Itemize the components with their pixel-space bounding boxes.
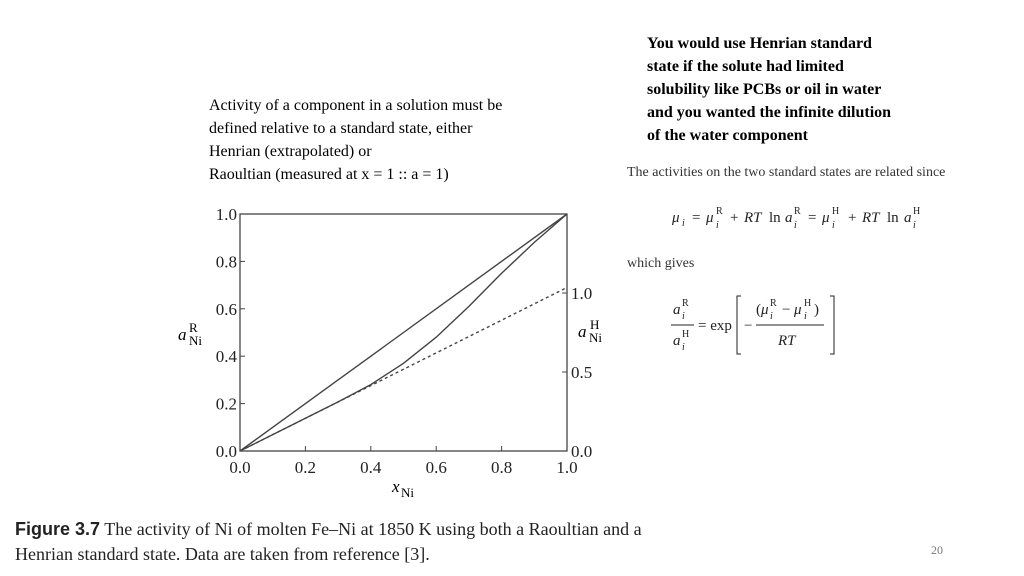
svg-text:ln: ln <box>887 210 899 226</box>
svg-text:μ: μ <box>822 210 830 226</box>
intro-line: Raoultian (measured at x = 1 :: a = 1) <box>209 166 449 183</box>
x-tick-label: 0.4 <box>360 458 382 477</box>
svg-text:H: H <box>682 329 690 340</box>
svg-text:a: a <box>673 333 681 349</box>
y-left-tick-label: 0.0 <box>215 442 237 461</box>
intro-line: Henrian (extrapolated) or <box>209 143 372 160</box>
gives-text: which gives <box>627 256 695 271</box>
note-line: state if the solute had limited <box>647 58 844 75</box>
svg-text:Ni: Ni <box>401 485 414 500</box>
svg-text:i: i <box>804 311 807 322</box>
intro-line: Activity of a component in a solution must be <box>209 97 503 114</box>
note-line: of the water component <box>647 127 809 144</box>
slide-number: 20 <box>931 543 943 557</box>
activity-ratio-equation <box>668 290 868 362</box>
series-line-3 <box>240 288 567 452</box>
y-left-tick-label: 0.4 <box>215 347 237 367</box>
svg-text:+: + <box>848 210 857 226</box>
svg-text:=: = <box>808 210 817 226</box>
svg-text:a: a <box>673 302 681 318</box>
svg-text:ln: ln <box>769 210 781 226</box>
y-right-tick-label: 0.0 <box>571 442 593 461</box>
figure-caption <box>15 517 642 567</box>
x-tick-label: 0.2 <box>294 458 317 477</box>
y-axis-left-label <box>178 320 202 348</box>
y-axis-right-label <box>578 317 602 345</box>
intro-line: defined relative to a standard state, either <box>209 120 473 137</box>
chemical-potential-equation <box>668 198 988 238</box>
svg-text:RT: RT <box>778 333 796 349</box>
svg-text:i: i <box>716 220 719 231</box>
svg-text:R: R <box>682 298 689 309</box>
figure-label: Figure 3.7 <box>15 519 101 539</box>
svg-text:a: a <box>785 210 793 226</box>
svg-text:RT: RT <box>744 210 762 226</box>
caption-line: Henrian standard state. Data are taken from reference [3]. <box>15 544 430 564</box>
svg-text:H: H <box>804 298 812 309</box>
x-tick-label: 1.0 <box>556 458 578 477</box>
y-right-tick-label: 1.0 <box>571 284 593 303</box>
svg-text:R: R <box>770 298 777 309</box>
svg-text:a: a <box>904 210 912 226</box>
svg-text:H: H <box>913 206 921 217</box>
caption-line: The activity of Ni of molten Fe–Ni at 1850 K using both a Raoultian and a <box>104 519 642 539</box>
x-axis-label <box>391 477 414 500</box>
svg-text:R: R <box>716 206 723 217</box>
svg-text:i: i <box>682 311 685 322</box>
note-line: solubility like PCBs or oil in water <box>647 81 882 98</box>
y-left-tick-label: 1.0 <box>215 205 237 224</box>
svg-text:−: − <box>782 302 791 318</box>
related-text: The activities on the two standard states are related since <box>627 165 946 180</box>
x-tick-label: 0.0 <box>229 458 251 477</box>
series-line-1 <box>240 214 567 451</box>
y-left-tick-label: 0.6 <box>215 299 237 319</box>
svg-text:=: = <box>692 210 701 226</box>
svg-text:+: + <box>730 210 739 226</box>
svg-text:i: i <box>682 342 685 353</box>
svg-text:i: i <box>770 311 773 322</box>
svg-text:a: a <box>178 325 187 344</box>
x-tick-label: 0.6 <box>425 458 447 477</box>
svg-text:RT: RT <box>862 210 880 226</box>
svg-text:): ) <box>814 302 819 318</box>
y-left-tick-label: 0.8 <box>215 252 237 272</box>
svg-text:H: H <box>832 206 840 217</box>
svg-text:μ: μ <box>706 210 714 226</box>
svg-text:μ: μ <box>672 210 680 226</box>
x-tick-label: 0.8 <box>490 458 513 477</box>
svg-text:x: x <box>392 477 400 496</box>
svg-text:H: H <box>590 317 600 332</box>
y-left-tick-label: 0.2 <box>215 394 237 414</box>
svg-text:i: i <box>682 218 685 229</box>
note-line: You would use Henrian standard <box>647 35 872 52</box>
svg-text:i: i <box>913 220 916 231</box>
svg-text:(μ: (μ <box>756 302 769 318</box>
svg-text:i: i <box>832 220 835 231</box>
y-right-tick-label: 0.5 <box>571 363 593 382</box>
svg-text:= exp: = exp <box>698 318 732 334</box>
svg-text:Ni: Ni <box>189 333 202 348</box>
svg-text:−: − <box>744 318 753 334</box>
svg-text:i: i <box>794 220 797 231</box>
svg-text:Ni: Ni <box>589 330 602 345</box>
svg-text:a: a <box>578 322 587 341</box>
svg-text:μ: μ <box>794 302 802 318</box>
svg-text:R: R <box>794 206 801 217</box>
svg-text:R: R <box>189 320 198 335</box>
note-line: and you wanted the infinite dilution <box>647 104 892 121</box>
